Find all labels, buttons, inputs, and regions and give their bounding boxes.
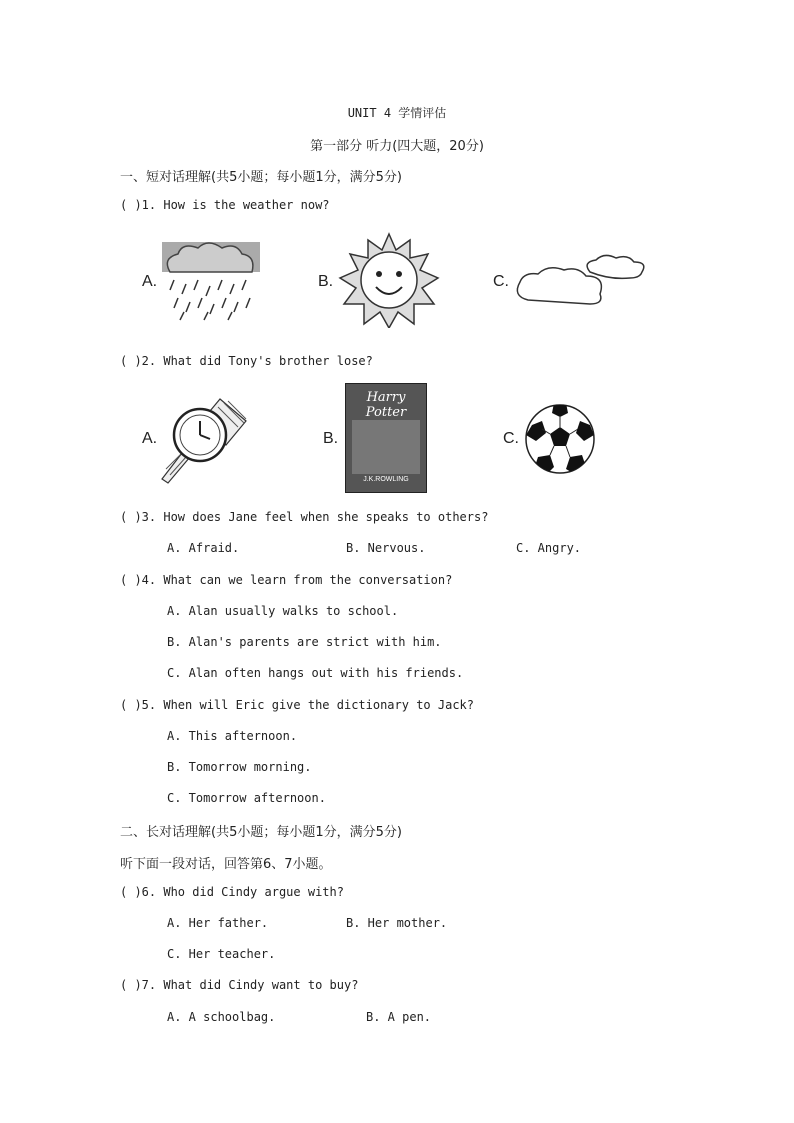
- q5-option-b: B. Tomorrow morning.: [167, 760, 312, 774]
- page-title: UNIT 4 学情评估: [347, 106, 447, 120]
- section2-heading: 二、长对话理解(共5小题；每小题1分，满分5分): [120, 825, 402, 840]
- q5-option-a: A. This afternoon.: [167, 729, 298, 743]
- q6-option-b: B. Her mother.: [346, 916, 448, 930]
- q5-option-c: C. Tomorrow afternoon.: [167, 791, 326, 805]
- sun-icon: [338, 232, 440, 328]
- question-1: ( )1. How is the weather now?: [120, 198, 330, 212]
- cloud-icon: [510, 254, 650, 312]
- book-title: Harry Potter: [365, 390, 407, 420]
- section1-heading: 一、短对话理解(共5小题；每小题1分，满分5分): [120, 170, 402, 185]
- q3-option-c: C. Angry.: [516, 541, 582, 555]
- q7-option-b: B. A pen.: [366, 1010, 432, 1024]
- q4-option-b: B. Alan's parents are strict with him.: [167, 635, 442, 649]
- q4-option-c: C. Alan often hangs out with his friends.: [167, 666, 464, 680]
- q3-option-a: A. Afraid.: [167, 541, 240, 555]
- q6-option-a: A. Her father.: [167, 916, 269, 930]
- rain-cloud-icon: [160, 240, 262, 322]
- q2-option-c-label: C.: [503, 430, 519, 447]
- book-author: J.K.ROWLING: [363, 476, 409, 483]
- q1-option-b-label: B.: [318, 273, 334, 290]
- question-4: ( )4. What can we learn from the conversation?: [120, 573, 453, 587]
- q2-option-a-label: A.: [142, 430, 158, 447]
- question-5: ( )5. When will Eric give the dictionary to Jack?: [120, 698, 475, 712]
- question-6: ( )6. Who did Cindy argue with?: [120, 885, 344, 899]
- watch-icon: [160, 397, 250, 487]
- question-2: ( )2. What did Tony's brother lose?: [120, 354, 373, 368]
- q3-option-b: B. Nervous.: [346, 541, 426, 555]
- q6-option-c: C. Her teacher.: [167, 947, 276, 961]
- football-icon: [524, 403, 596, 475]
- book-icon: [345, 383, 427, 493]
- q1-option-c-label: C.: [493, 273, 509, 290]
- question-7: ( )7. What did Cindy want to buy?: [120, 978, 359, 992]
- q2-option-b-label: B.: [323, 430, 339, 447]
- q1-option-a-label: A.: [142, 273, 158, 290]
- section2-instruction: 听下面一段对话，回答第6、7小题。: [120, 857, 332, 872]
- q4-option-a: A. Alan usually walks to school.: [167, 604, 399, 618]
- page-subtitle: 第一部分 听力(四大题，20分): [310, 139, 484, 154]
- question-3: ( )3. How does Jane feel when she speaks to others?: [120, 510, 489, 524]
- q7-option-a: A. A schoolbag.: [167, 1010, 276, 1024]
